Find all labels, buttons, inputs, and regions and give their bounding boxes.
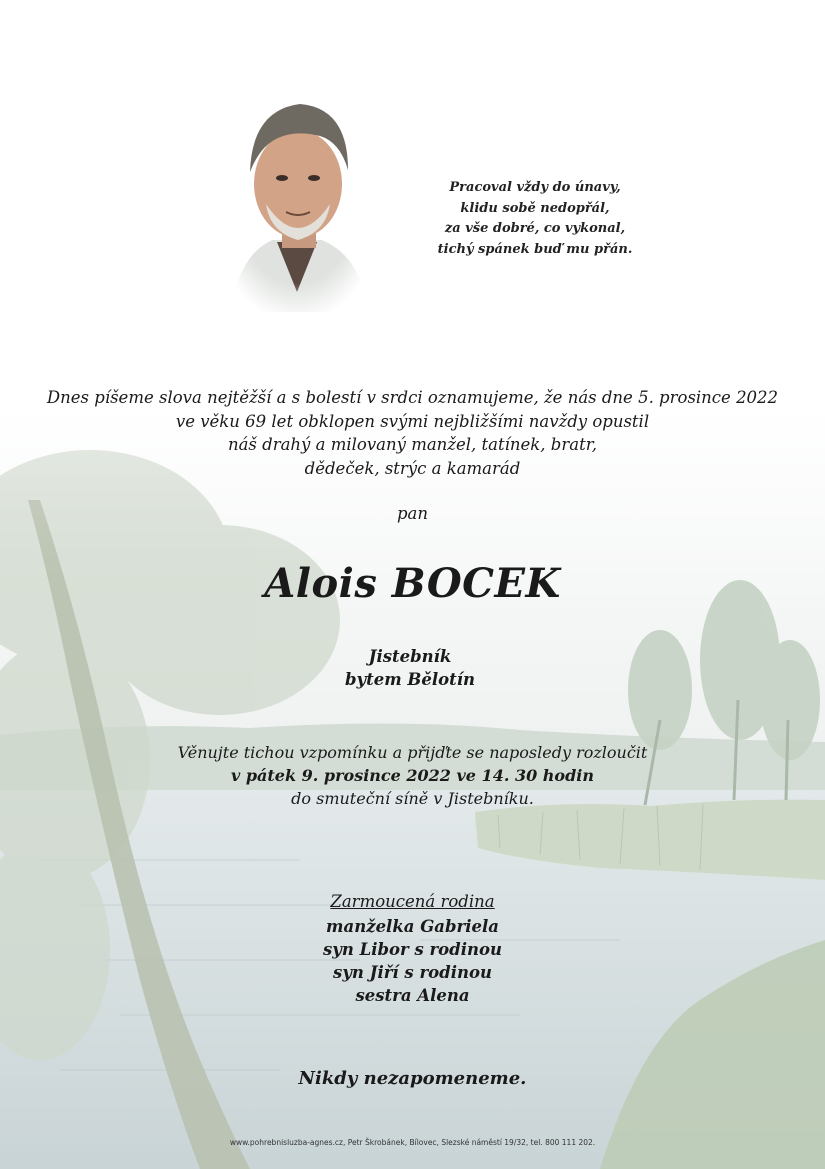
poem-line: Pracoval vždy do únavy, [449, 180, 621, 195]
poem-line: tichý spánek buď mu přán. [437, 241, 633, 257]
portrait-photo [222, 92, 372, 312]
deceased-name: Alois BOCEK [264, 560, 561, 607]
funeral-date-time: v pátek 9. prosince 2022 ve 14. 30 hodin [230, 766, 594, 785]
mourner: manželka Gabriela [326, 917, 499, 936]
mourners-header: Zarmoucená rodina [330, 892, 495, 911]
mourner: syn Jiří s rodinou [333, 963, 492, 982]
announcement-line: dědeček, strýc a kamarád [304, 458, 521, 478]
funeral-invitation: Věnujte tichou vzpomínku a přijďte se naposledy rozloučit [177, 743, 648, 762]
closing-line: Nikdy nezapomeneme. [298, 1068, 527, 1089]
poem-line: za vše dobré, co vykonal, [444, 221, 626, 236]
mourner: sestra Alena [355, 986, 470, 1005]
residence-line: bytem Bělotín [344, 670, 476, 689]
memorial-poem [420, 178, 650, 260]
announcement-line: Dnes píšeme slova nejtěžší a s bolestí v srdci oznamujeme, že nás dne 5. prosince 2022 [46, 388, 779, 407]
residence [310, 645, 510, 691]
funeral-details [60, 741, 765, 810]
announcement-line: ve věku 69 let obklopen svými nejbližšími navždy opustil [175, 411, 650, 431]
mourners-list [280, 890, 545, 1007]
funeral-location: do smuteční síně v Jistebníku. [291, 789, 534, 808]
funeral-service-footer: www.pohrebnisluzba-agnes.cz, Petr Škrobánek, Bílovec, Slezské náměstí 19/32, tel. 800 111 202. [229, 1138, 596, 1147]
poem-line: klidu sobě nedopřál, [460, 200, 610, 216]
residence-line: Jistebník [368, 647, 452, 666]
mourner: syn Libor s rodinou [322, 940, 502, 959]
death-announcement [40, 386, 785, 480]
announcement-line: náš drahý a milovaný manžel, tatínek, bratr, [227, 435, 598, 454]
honorific: pan [396, 504, 429, 523]
